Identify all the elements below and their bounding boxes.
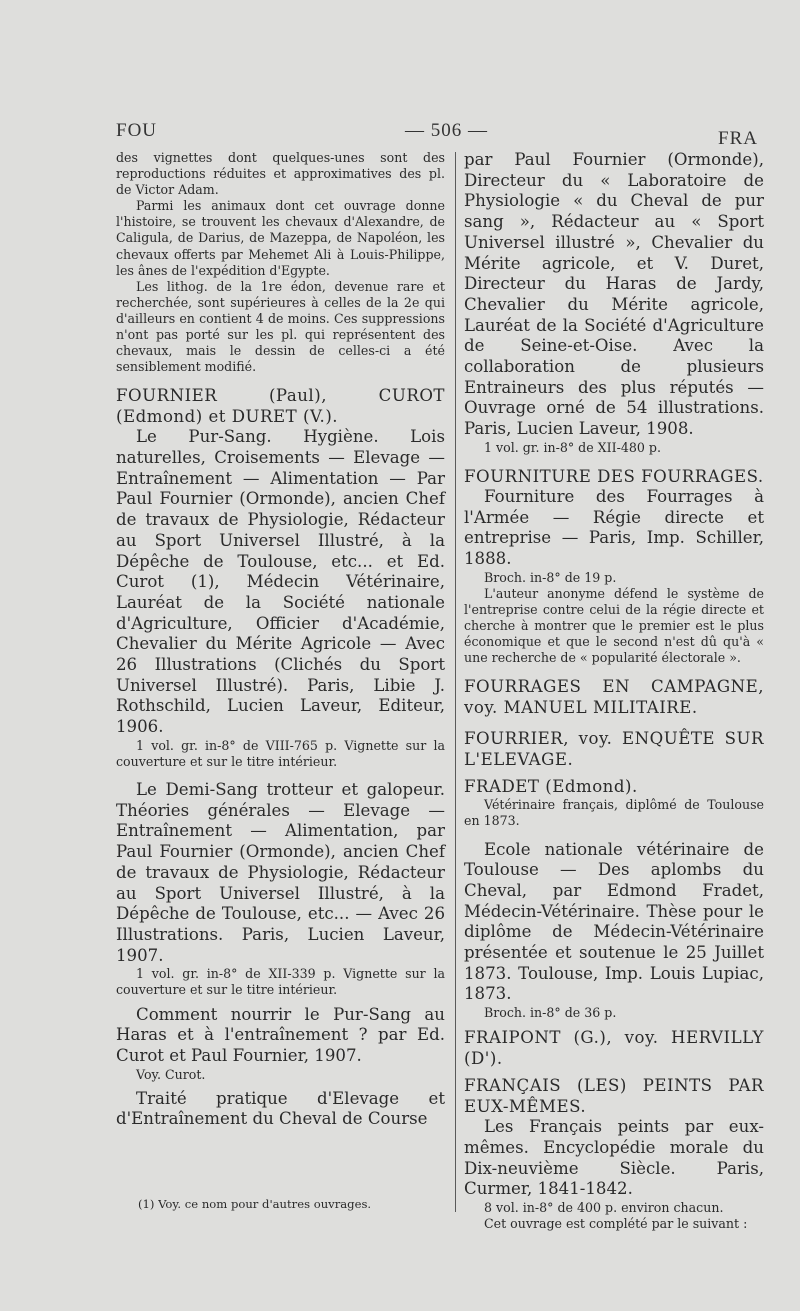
spacer [116,375,445,385]
paragraph: Broch. in-8° de 36 p. [484,1005,617,1021]
paragraph: Les Français peints par eux-mêmes. Encyclopédie morale du Dix-neuvième Siècle. Paris, Curmer, 1841-1842. [464,1117,764,1199]
paragraph: 1 vol. gr. in-8° de XII-480 p. [484,439,661,455]
entry-heading: FOURRIER, voy. ENQUÊTE SUR L'ELEVAGE. [464,729,764,770]
paragraph: Les lithog. de la 1re édon, devenue rare et recherchée, sont supérieures à celles de la 2e qui d'ailleurs en contient 4 de moins. Ces suppressions n'ont pas porté sur les pl. qui représentent des chevaux, mais le dessin de celles-ci a été sensiblement modifié. [116,278,445,375]
paragraph: 1 vol. gr. in-8° de VIII-765 p. Vignette sur la couverture et sur le titre intérieur. [116,737,445,769]
paragraph: Voy. Curot. [136,1066,206,1082]
running-head-left: FOU [116,120,158,141]
right-column [464,150,764,1232]
paragraph: Le Demi-Sang trotteur et galopeur. Théories générales — Elevage — Entraînement — Alimentation, par Paul Fournier (Ormonde), ancien Chef de travaux de Physiologie, Rédacteur au Sport Universel Illustré, à la Dépêche de Toulouse, etc... — Avec 26 Illustrations. Paris, Lucien Laveur, 1907. [116,780,445,965]
entry-heading: FOURRAGES EN CAMPAGNE, voy. MANUEL MILITAIRE. [464,677,764,718]
paragraph: Broch. in-8° de 19 p. [484,569,617,585]
spacer [464,666,764,676]
paragraph: 8 vol. in-8° de 400 p. environ chacun. [484,1200,724,1216]
entry-heading: FRADET (Edmond). [464,777,638,797]
paragraph: Comment nourrir le Pur-Sang au Haras et à l'entraînement ? par Ed. Curot et Paul Fournier, 1907. [116,1004,445,1065]
footnote: (1) Voy. ce nom pour d'autres ouvrages. [138,1197,372,1211]
page-number: — 506 — [405,120,488,141]
paragraph: Vétérinaire français, diplômé de Toulouse en 1873. [464,797,764,829]
entry-heading: FRAIPONT (G.), voy. HERVILLY (D'). [464,1028,764,1069]
paragraph: L'auteur anonyme défend le système de l'entreprise contre celui de la régie directe et cherche à montrer que le premier est le plus économique et que le second n'est dû qu'à « une recherche de « popularité électorale ». [464,585,764,666]
paragraph: Le Pur-Sang. Hygiène. Lois naturelles, Croisements — Elevage — Entraînement — Alimentation — Par Paul Fournier (Ormonde), ancien Chef de travaux de Physiologie, Rédacteur au Sport Universel Illustré, à la Dépêche de Toulouse, etc... et Ed. Curot (1), Médecin Vétérinaire, Lauréat de la Société nationale d'Agriculture, Officier d'Académie, Chevalier du Mérite Agricole — Avec 26 Illustrations (Clichés du Sport Universel Illustré). Paris, Libie J. Rothschild, Lucien Laveur, Editeur, 1906. [116,427,445,737]
entry-heading: FRANÇAIS (LES) PEINTS PAR EUX-MÊMES. [464,1076,764,1117]
entry-heading: FOURNITURE DES FOURRAGES. [464,466,764,486]
paragraph: Fourniture des Fourrages à l'Armée — Régie directe et entreprise — Paris, Imp. Schiller, 1888. [464,486,764,569]
paragraph: Cet ouvrage est complété par le suivant : [484,1216,748,1232]
paragraph: Parmi les animaux dont cet ouvrage donne l'histoire, se trouvent les chevaux d'Alexandre, de Caligula, de Darius, de Mazeppa, de Napoléon, les chevaux offerts par Mehemet Ali à Louis-Philippe, les ânes de l'expédition d'Egypte. [116,198,445,278]
paragraph: Ecole nationale vétérinaire de Toulouse — Des aplombs du Cheval, par Edmond Fradet, Médecin-Vétérinaire. Thèse pour le diplôme de Médecin-Vétérinaire présentée et soutenue le 25 Juillet 1873. Toulouse, Imp. Louis Lupiac, 1873. [464,839,764,1004]
paragraph: Traité pratique d'Elevage et d'Entraînement du Cheval de Course [116,1088,445,1129]
entry-heading: FOURNIER (Paul), CUROT (Edmond) et DURET (V.). [116,386,445,427]
spacer [464,456,764,466]
paragraph: 1 vol. gr. in-8° de XII-339 p. Vignette sur la couverture et sur le titre intérieur. [116,966,445,998]
spacer [464,718,764,728]
left-column [116,150,445,1130]
column-rule [455,152,456,1212]
spacer [116,770,445,780]
spacer [464,830,764,840]
paragraph: par Paul Fournier (Ormonde), Directeur du « Laboratoire de Physiologie « du Cheval de pur sang », Rédacteur au « Sport Universel illustré », Chevalier du Mérite agricole, et V. Duret, Directeur du Haras de Jardy, Chevalier du Mérite agricole, Lauréat de la Société d'Agriculture de Seine-et-Oise. Avec la collaboration de plusieurs Entraineurs des plus réputés — Ouvrage orné de 54 illustrations. Paris, Lucien Laveur, 1908. [464,150,764,439]
paragraph: des vignettes dont quelques-unes sont des reproductions réduites et approximatives des pl. de Victor Adam. [116,150,445,198]
running-head-right: FRA [718,128,758,149]
